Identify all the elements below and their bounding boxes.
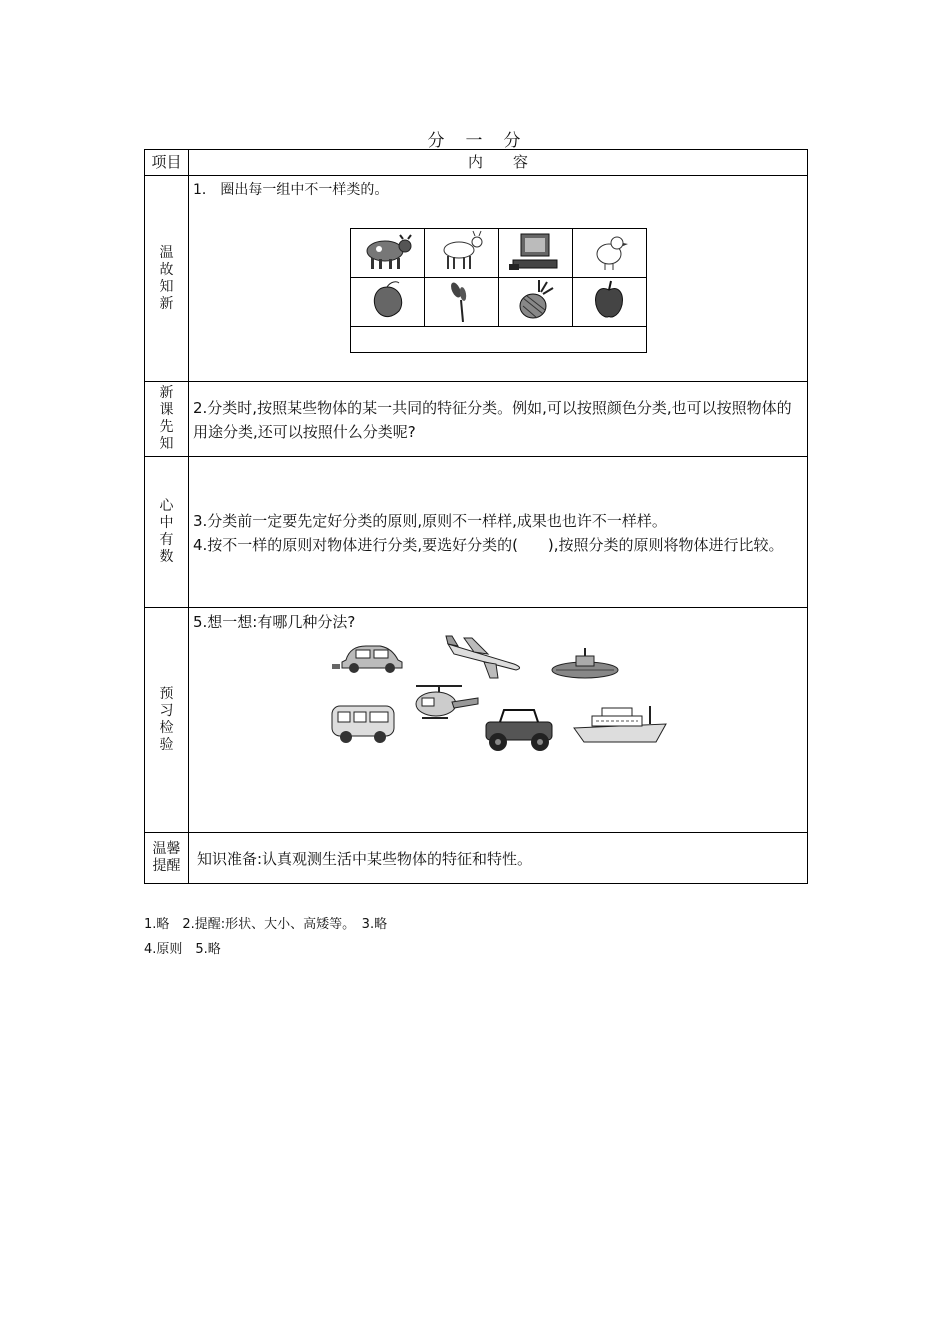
jeep-icon[interactable] <box>480 708 558 758</box>
row-mind <box>145 457 808 608</box>
goat-icon[interactable] <box>424 229 498 278</box>
answer-line-2: 4.原则 5.略 <box>144 942 221 957</box>
tip-text: 知识准备:认真观测生活中某些物体的特征和特性。 <box>197 850 533 868</box>
header-item: 项目 <box>145 150 189 176</box>
question-3: 3.分类前一定要先定好分类的原则,原则不一样样,成果也也许不一样样。 <box>193 512 667 530</box>
content-cell-tip <box>189 833 808 884</box>
apple-icon[interactable] <box>572 278 646 327</box>
worksheet-table <box>144 149 808 884</box>
content-cell-mind <box>189 457 808 608</box>
chick-icon[interactable] <box>572 229 646 278</box>
row-label-cell <box>145 382 189 457</box>
answer-line-1: 1.略 2.提醒:形状、大小、高矮等。 3.略 <box>144 917 388 932</box>
row-label-tip: 温馨提醒 <box>152 841 181 874</box>
cow-icon[interactable] <box>350 229 424 278</box>
picture-row-empty <box>350 327 646 353</box>
car-icon[interactable] <box>332 640 406 678</box>
answer-key <box>144 912 387 962</box>
row-label-mind: 心中有数 <box>159 498 174 565</box>
row-label-cell <box>145 608 189 833</box>
pineapple-icon[interactable] <box>498 278 572 327</box>
question-5: 5.想一想:有哪几种分法? <box>193 613 356 631</box>
question-4: 4.按不一样的原则对物体进行分类,要选好分类的( ),按照分类的原则将物体进行比较。 <box>193 536 784 554</box>
answer-blank[interactable] <box>350 327 646 353</box>
row-label-cell <box>145 833 189 884</box>
picture-grid <box>350 228 647 353</box>
helicopter-icon[interactable] <box>412 678 482 724</box>
header-row <box>145 150 808 176</box>
row-label-cell <box>145 176 189 382</box>
row-tip <box>145 833 808 884</box>
ship-icon[interactable] <box>572 700 668 750</box>
row-preview <box>145 382 808 457</box>
question-1: 1． 圈出每一组中不一样类的。 <box>193 182 389 198</box>
picture-row-animals <box>350 229 646 278</box>
question-2: 2.分类时,按照某些物体的某一共同的特征分类。例如,可以按照颜色分类,也可以按照物体的用途分类,还可以按照什么分类呢? <box>193 399 792 441</box>
header-content: 内 容 <box>189 150 808 176</box>
row-label-preview: 新课先知 <box>159 385 174 452</box>
submarine-icon[interactable] <box>550 646 620 686</box>
page-title: 分 一 分 <box>427 131 523 151</box>
computer-icon[interactable] <box>498 229 572 278</box>
peach-icon[interactable] <box>350 278 424 327</box>
wheat-icon[interactable] <box>424 278 498 327</box>
airplane-icon[interactable] <box>444 634 524 684</box>
picture-row-plants <box>350 278 646 327</box>
row-label-cell <box>145 457 189 608</box>
content-cell-preview <box>189 382 808 457</box>
content-cell-review <box>189 176 808 382</box>
bus-icon[interactable] <box>328 702 398 750</box>
row-label-review: 温故知新 <box>159 244 174 312</box>
row-review <box>145 176 808 382</box>
row-label-check: 预习检验 <box>159 686 174 753</box>
